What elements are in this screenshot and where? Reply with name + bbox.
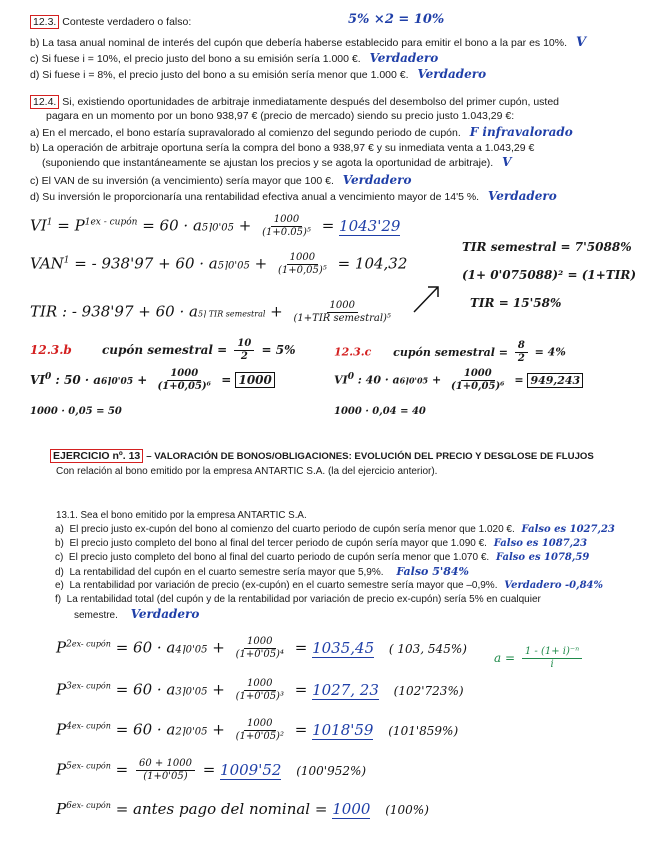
tir-side-1: TIR semestral = 7'5088% — [462, 240, 632, 254]
p4-formula: $P^{4ex- cupón} = 60$ · a2⌉0'05 + $\frac{1000}{\text{(1+0'05)²}}$ = 1018'59 (101'859%) — [56, 718, 459, 742]
ex13-mark-f: Verdadero — [130, 607, 200, 621]
ex13-mark-d: Falso 5'84% — [396, 565, 469, 578]
annuity-formula: a = $\frac{\text{1 - (1+ i)⁻ⁿ}}{i}$ — [494, 646, 585, 671]
b123-result: 1000 — [235, 372, 274, 388]
q124-item-b-2: (suponiendo que instantáneamente se ajustan los precios y se agota la oportunidad de arbitraje). V — [42, 155, 512, 169]
p4-result: 1018'59 — [312, 720, 374, 739]
ex13-item-a: a) El precio justo ex-cupón del bono al comienzo del cuarto periodo de cupón sería menor que 1.020 €. Falso es 1027,23 — [55, 524, 615, 535]
q124-intro-2: pagara en un momento por un bono 938,97 € (precio de mercado) siendo su precio justo 1.043,29 €: — [46, 110, 515, 122]
c123-header: 12.3.c cupón semestral = $\frac{8}{2}$ = 4% — [334, 340, 566, 364]
p2-formula: $P^{2ex- cupón} = 60$ · a4⌉0'05 + $\frac{1000}{\text{(1+0'05)⁴}}$ = 1035,45 ( 103, 545%) — [56, 636, 467, 660]
van-result: 104,32 — [354, 254, 408, 273]
q124-item-d: d) Su inversión le proporcionaría una rentabilidad efectiva anual a vencimiento mayor de 14'5 %. Verdadero — [30, 189, 557, 203]
q123-item-c: c) Si fuese i = 10%, el precio justo del bono a su emisión sería 1.000 €. Verdadero — [30, 51, 439, 65]
tir-fraction: $\frac{1000}{\text{(1+TIR semestral)⁵}}$ — [293, 300, 391, 324]
arrow-icon — [410, 282, 442, 316]
q124-intro: 12.4. Si, existiendo oportunidades de arbitraje inmediatamente después del desembolso del primer cupón, usted — [30, 96, 559, 109]
ex13-item-f-cont: semestre. Verdadero — [74, 607, 200, 621]
q123-item-b: b) La tasa anual nominal de interés del cupón que debería haberse establecido para emitir el bono a la par es 10%. V — [30, 35, 587, 50]
p6-formula: $P^{6ex- cupón}$ = antes pago del nominal = 1000 (100%) — [56, 800, 429, 818]
p5-formula: $P^{5ex- cupón}$ = $\frac{60 + 1000}{(1+0'05)}$ = 1009'52 (100'952%) — [56, 758, 367, 782]
q123-mark-b: V — [575, 35, 587, 50]
p3-result: 1027, 23 — [312, 680, 379, 699]
p3-formula: $P^{3ex- cupón} = 60$ · a3⌉0'05 + $\frac{1000}{\text{(1+0'05)³}}$ = 1027, 23 (102'723%) — [56, 678, 464, 702]
c123-result: 949,243 — [527, 373, 583, 388]
q124-mark-b: V — [502, 155, 512, 169]
tir-side-3: TIR = 15'58% — [470, 296, 562, 310]
ex13-intro: 13.1. Sea el bono emitido por la empresa ANTARTIC S.A. — [56, 510, 307, 521]
ex13-mark-a: Falso es 1027,23 — [521, 524, 615, 535]
q123-mark-c: Verdadero — [369, 51, 439, 65]
van-formula: VAN$^1$ = - 938'97 + 60 · a5⌉0'05 + $\frac{1000}{\text{(1+0,05)⁵}}$ = 104,32 — [30, 252, 408, 276]
p6-result: 1000 — [332, 800, 371, 818]
q123-label: 12.3. — [30, 15, 59, 29]
c123-calc: 1000 · 0,04 = 40 — [334, 406, 426, 417]
ex13-item-f: f) La rentabilidad total (del cupón y de la rentabilidad por variación de precio ex-cupón) sería 5% en cualquier — [55, 594, 541, 605]
van-fraction: $\frac{1000}{\text{(1+0,05)⁵}}$ — [277, 252, 327, 276]
q123-mark-d: Verdadero — [417, 67, 487, 81]
vi1-formula: $VI^1 = P^{1ex - cupón} = 60$ · a5⌉0'05 + $\frac{1000}{\text{(1+0.05)⁵}}$ = 1043'29 — [30, 214, 401, 238]
q123-note: 5% ×2 = 10% — [348, 12, 445, 27]
ex13-item-c: c) El precio justo completo del bono al final del cuarto periodo de cupón sería menor que 1.070 €. Falso es 1078,59 — [55, 552, 590, 563]
ex13-title: – VALORACIÓN DE BONOS/OBLIGACIONES: EVOLUCIÓN DEL PRECIO Y DESGLOSE DE FLUJOS — [146, 451, 594, 462]
ex13-subtitle: Con relación al bono emitido por la empresa ANTARTIC S.A. (la del ejercicio anterior). — [56, 466, 438, 477]
ex13-label: EJERCICIO nº. 13 — [50, 449, 143, 463]
q124-mark-c: Verdadero — [342, 173, 412, 187]
vi1-fraction: $\frac{1000}{\text{(1+0.05)⁵}}$ — [262, 214, 311, 238]
q124-label: 12.4. — [30, 95, 59, 109]
q124-mark-d: Verdadero — [488, 189, 557, 203]
ex13-mark-c: Falso es 1078,59 — [495, 552, 590, 563]
p5-result: 1009'52 — [220, 760, 282, 779]
ex13-header — [50, 450, 594, 462]
vi1-result: 1043'29 — [339, 216, 401, 235]
b123-header: 12.3.b cupón semestral = $\frac{10}{2}$ = 5% — [30, 338, 296, 362]
b123-calc: 1000 · 0,05 = 50 — [30, 406, 122, 417]
p2-result: 1035,45 — [312, 638, 375, 657]
q124-item-a: a) En el mercado, el bono estaría supravalorado al comienzo del segundo periodo de cupón. F infravalorado — [30, 125, 573, 139]
ex13-item-b: b) El precio justo completo del bono al final del tercer periodo de cupón sería mayor que 1.090 €. Falso es 1087,23 — [55, 538, 588, 549]
q123-item-d: d) Si fuese i = 8%, el precio justo del bono a su emisión sería menor que 1.000 €. Verdadero — [30, 67, 487, 81]
ex13-item-e: e) La rentabilidad por variación de precio (ex-cupón) en el cuarto semestre sería mayor que –0,9%. Verdadero -0,84% — [55, 580, 603, 591]
q124-item-c: c) El VAN de su inversión (a vencimiento) sería mayor que 100 €. Verdadero — [30, 173, 412, 187]
ex13-mark-b: Falso es 1087,23 — [493, 538, 588, 549]
c123-formula: $VI^0$ : 40 · a6⌉0'05 + $\frac{1000}{\text{(1+0,05)⁶}}$ = 949,243 — [334, 368, 583, 393]
q123-prompt: Conteste verdadero o falso: — [62, 16, 192, 28]
q124-mark-a: F infravalorado — [469, 125, 573, 139]
ex13-item-d: d) La rentabilidad del cupón en el cuarto semestre sería mayor que 5,9%. Falso 5'84% — [55, 565, 469, 578]
q124-item-b: b) La operación de arbitraje oportuna sería la compra del bono a 938,97 € y su inmediata venta a 1.043,29 € — [30, 142, 535, 154]
b123-formula: $VI^0$ : 50 · a6⌉0'05 + $\frac{1000}{\text{(1+0,05)⁶}}$ = 1000 — [30, 368, 275, 393]
tir-side-2: (1+ 0'075088)² = (1+TIR) — [462, 268, 636, 282]
ex13-mark-e: Verdadero -0,84% — [504, 580, 603, 591]
tir-formula: TIR : - 938'97 + 60 · a5⌉ TIR semestral + $\frac{1000}{\text{(1+TIR semestral)⁵}}$ — [30, 300, 397, 325]
q123-header — [30, 16, 191, 29]
